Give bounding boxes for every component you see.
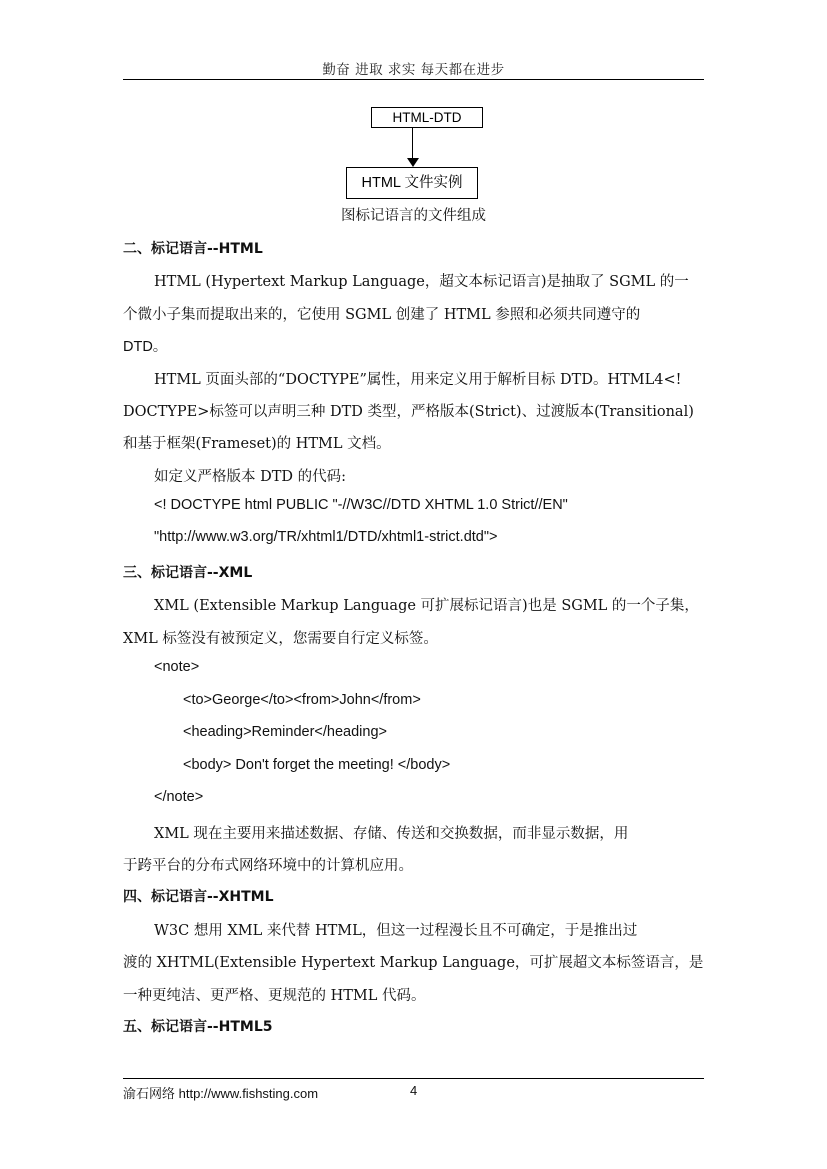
diagram-box-html-instance: HTML 文件实例: [346, 167, 478, 199]
paragraph-line: 一种更纯洁、更严格、更规范的 HTML 代码。: [123, 988, 426, 1004]
paragraph-line: 渡的 XHTML(Extensible Hypertext Markup Language，可扩展超文本标签语言，是: [123, 955, 704, 971]
paragraph-line: W3C 想用 XML 来代替 HTML，但这一过程漫长且不可确定，于是推出过: [154, 923, 638, 939]
paragraph-line: XML (Extensible Markup Language 可扩展标记语言)也是 SGML 的一个子集，: [154, 598, 699, 614]
footer-divider: [123, 1078, 704, 1079]
code-line: <note>: [154, 659, 200, 675]
paragraph-line: HTML 页面头部的“DOCTYPE”属性，用来定义用于解析目标 DTD。HTML4<!: [154, 372, 682, 388]
code-line: <! DOCTYPE html PUBLIC "-//W3C//DTD XHTML 1.0 Strict//EN": [154, 497, 568, 513]
code-line: </note>: [154, 789, 204, 805]
diagram-arrow-head: [407, 158, 419, 167]
page-header: 勤奋 进取 求实 每天都在进步: [322, 62, 505, 78]
section-heading-html5: 五、标记语言--HTML5: [123, 1019, 273, 1035]
paragraph-line: 个微小子集而提取出来的，它使用 SGML 创建了 HTML 参照和必须共同遵守的: [123, 307, 641, 323]
paragraph-line: HTML (Hypertext Markup Language，超文本标记语言)是抽取了 SGML 的一: [154, 274, 689, 290]
footer-company: 渝石网络 http://www.fishsting.com: [123, 1086, 319, 1101]
paragraph-line: 如定义严格版本 DTD 的代码:: [154, 469, 347, 485]
paragraph-line: XML 标签没有被预定义，您需要自行定义标签。: [123, 631, 438, 647]
paragraph-line: DOCTYPE>标签可以声明三种 DTD 类型，严格版本(Strict)、过渡版本(Transitional): [123, 404, 694, 420]
page-number: 4: [410, 1083, 418, 1098]
code-line: <to>George</to><from>John</from>: [183, 692, 421, 708]
diagram-box-html-dtd: HTML-DTD: [371, 107, 483, 128]
paragraph-line: XML 现在主要用来描述数据、存储、传送和交换数据，而非显示数据，用: [154, 826, 629, 842]
section-heading-xml: 三、标记语言--XML: [123, 565, 253, 581]
section-heading-html: 二、标记语言--HTML: [123, 241, 263, 257]
paragraph-line: 于跨平台的分布式网络环境中的计算机应用。: [123, 858, 413, 874]
paragraph-line: DTD。: [123, 339, 168, 355]
code-line: <body> Don't forget the meeting! </body>: [183, 757, 451, 773]
diagram-caption: 图标记语言的文件组成: [341, 208, 486, 224]
paragraph-line: 和基于框架(Frameset)的 HTML 文档。: [123, 436, 391, 452]
header-divider: [123, 79, 704, 80]
code-line: <heading>Reminder</heading>: [183, 724, 387, 740]
diagram-arrow-line: [412, 127, 413, 160]
code-line: "http://www.w3.org/TR/xhtml1/DTD/xhtml1-strict.dtd">: [154, 529, 498, 545]
section-heading-xhtml: 四、标记语言--XHTML: [123, 889, 274, 905]
